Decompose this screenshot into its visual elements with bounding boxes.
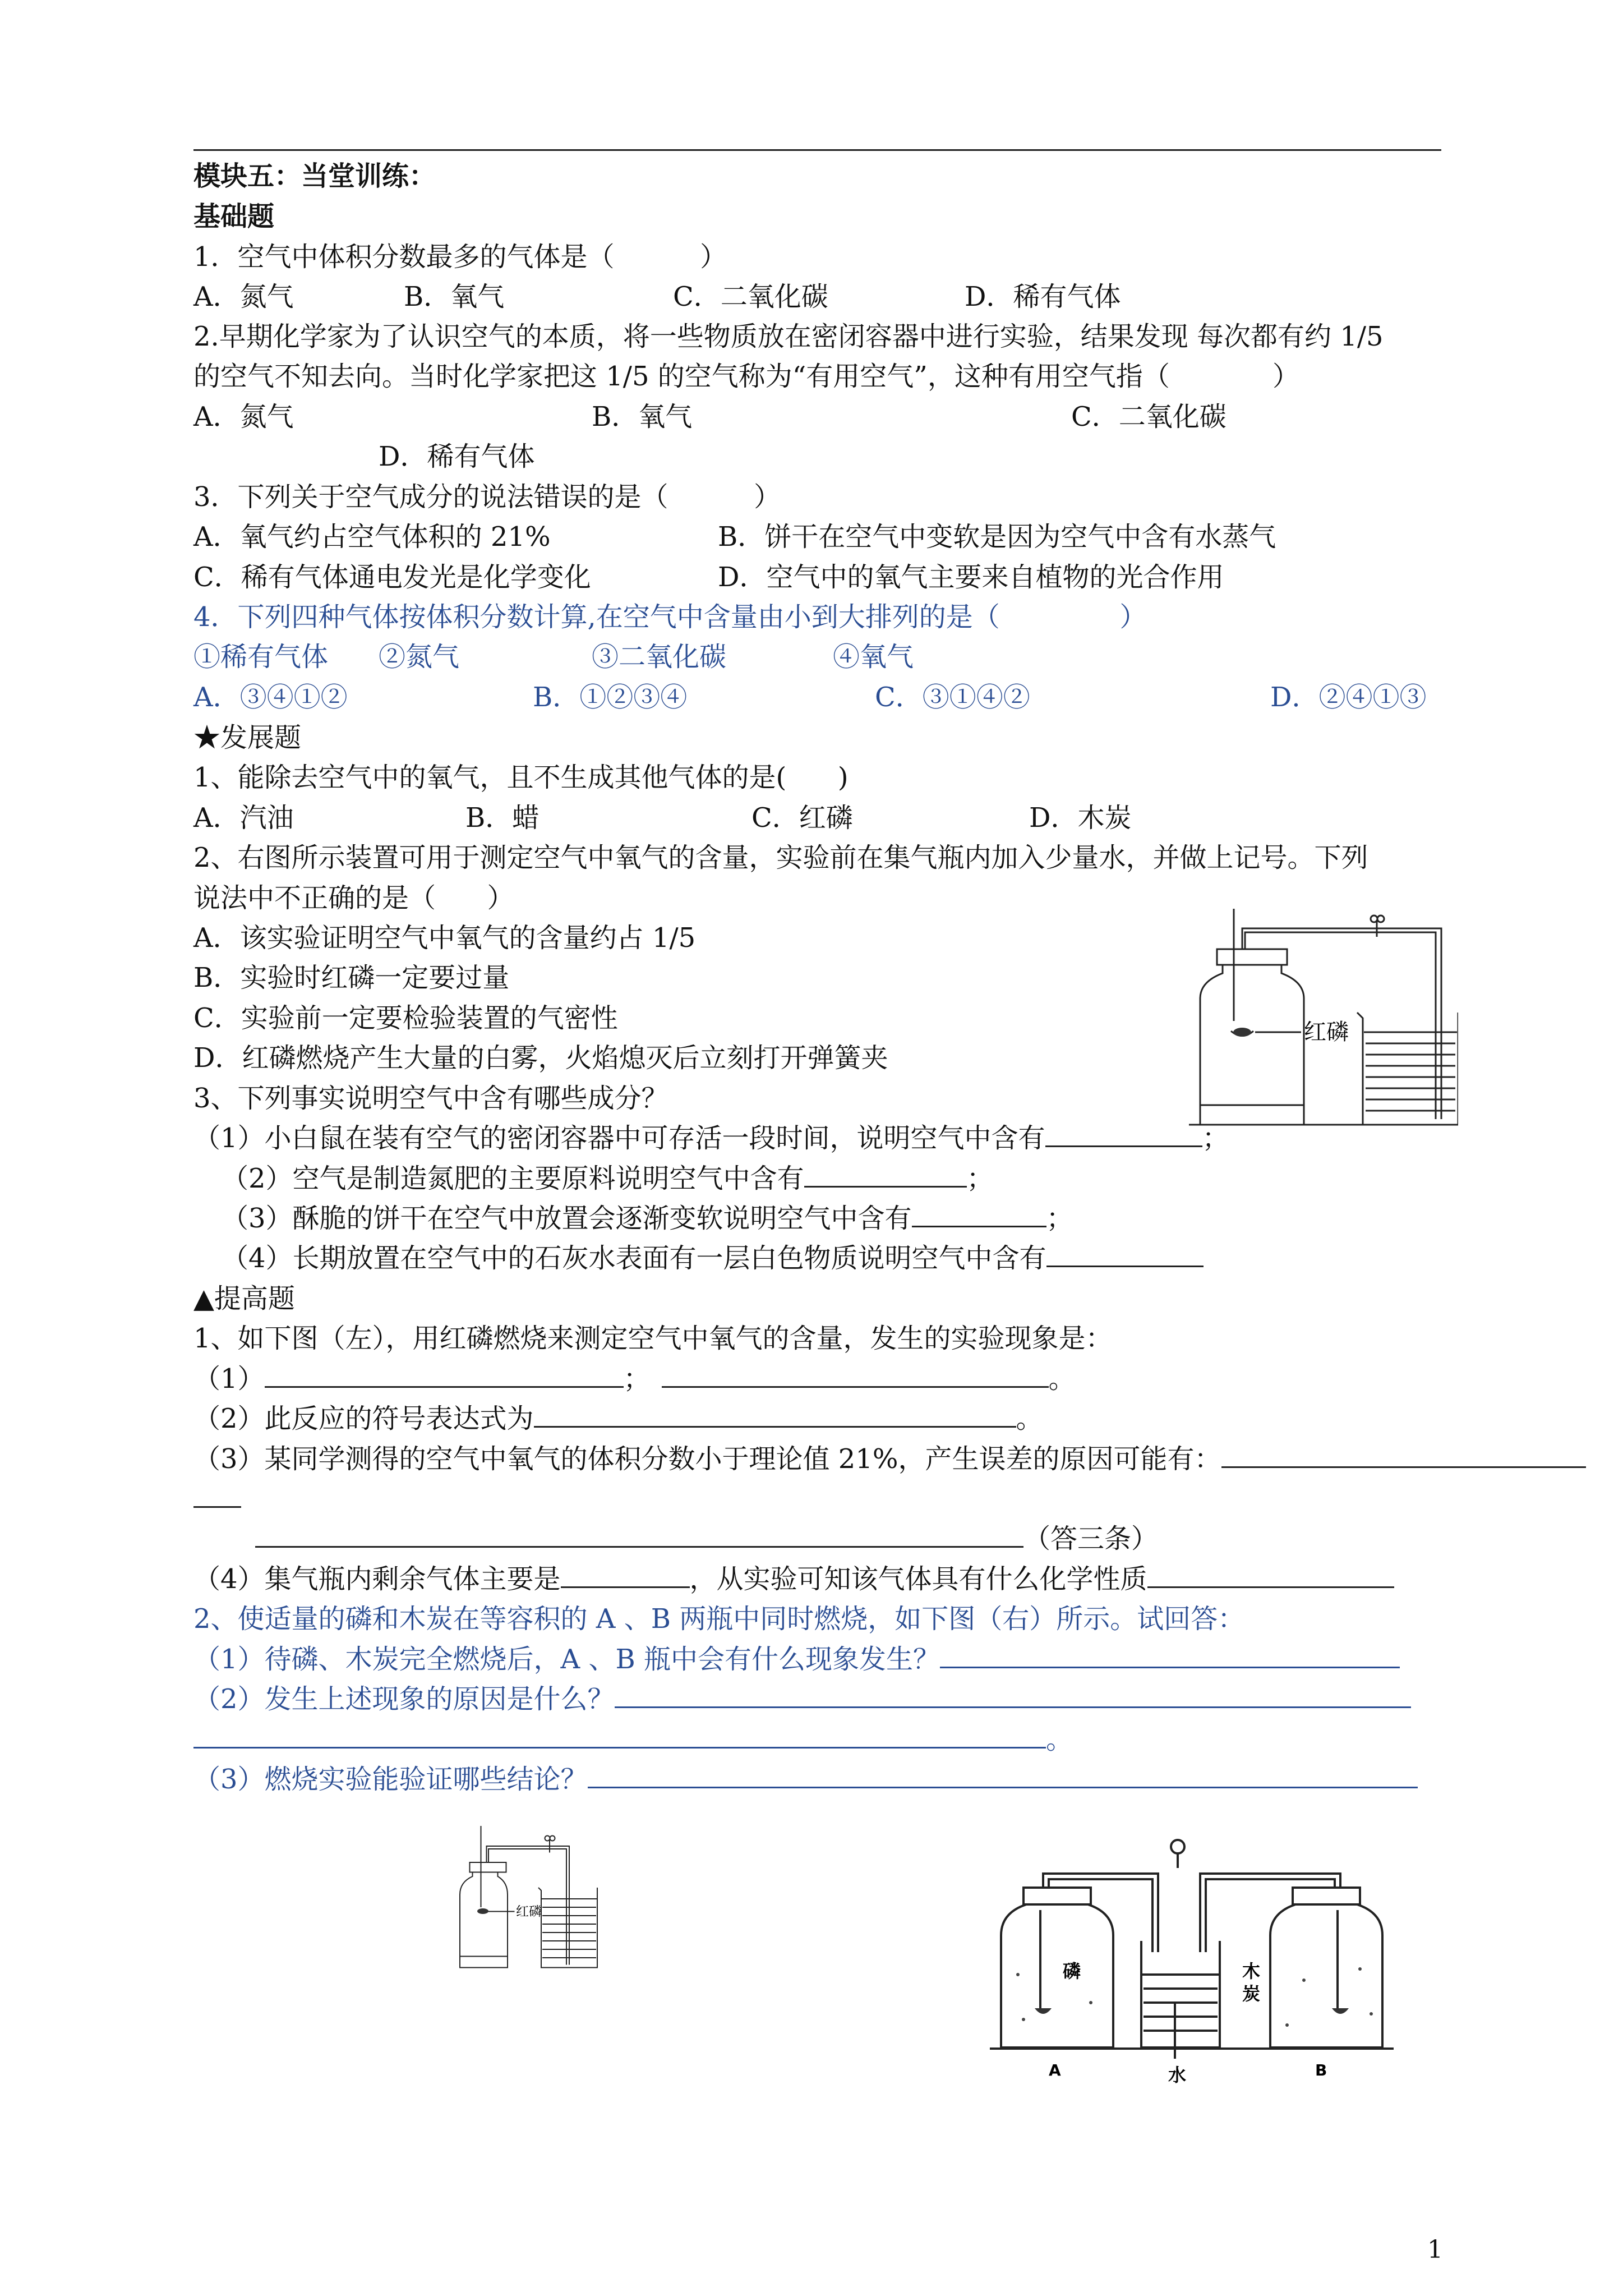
adv-q1-p3-cont	[193, 1481, 241, 1516]
q3-opt-c: C．稀有气体通电发光是化学变化	[193, 562, 591, 593]
small-fig-label: 红磷	[1304, 1019, 1349, 1045]
bottle-a-label: A	[1049, 2061, 1061, 2079]
adv-q2-stem: 2、使适量的磷和木炭在等容积的 A 、B 两瓶中同时燃烧，如下图（右）所示。试回答：	[193, 1603, 1245, 1635]
bottle-b-label: B	[1315, 2061, 1327, 2079]
q1-opt-a: A．氮气	[193, 281, 294, 312]
adv-heading: ▲提高题	[193, 1283, 295, 1314]
adv-q1-p4: （4）集气瓶内剩余气体主要是 ，从实验可知该气体具有什么化学性质	[193, 1562, 1394, 1596]
dev-q1-opt-c: C．红磷	[751, 802, 853, 834]
q4-stem: 4．下列四种气体按体积分数计算,在空气中含量由小到大排列的是（ ）	[193, 601, 1147, 633]
small-apparatus-figure	[1189, 903, 1458, 1128]
q2-stem-2: 的空气不知去向。当时化学家把这 1/5 的空气称为“有用空气”，这种有用空气指（ ）	[193, 361, 1299, 392]
dev-q2-opt-d: D．红磷燃烧产生大量的白雾，火焰熄灭后立刻打开弹簧夹	[193, 1042, 888, 1074]
adv-q2-p1: （1）待磷、木炭完全燃烧后，A 、B 瓶中会有什么现象发生？	[193, 1642, 1400, 1677]
q1-stem: 1．空气中体积分数最多的气体是（ ）	[193, 241, 727, 273]
adv-q2-p2-cont: 。	[193, 1722, 1073, 1757]
dev-q1-opt-a: A．汽油	[193, 802, 294, 834]
adv-q2-p3: （3）燃烧实验能验证哪些结论？	[193, 1762, 1418, 1797]
q4-opt-d: D．②④①③	[1270, 682, 1427, 713]
q2-opt-b: B．氧气	[592, 401, 693, 432]
adv-q1-p3: （3）某同学测得的空气中氧气的体积分数小于理论值 21%，产生误差的原因可能有：	[193, 1442, 1586, 1476]
q1-opt-d: D．稀有气体	[965, 281, 1121, 312]
adv-q1-p1: （1） ； 。	[193, 1363, 1076, 1395]
dev-q2-stem-1: 2、右图所示装置可用于测定空气中氧气的含量，实验前在集气瓶内加入少量水，并做上记号。下列	[193, 842, 1368, 873]
q4-opt-c: C．③①④②	[875, 682, 1030, 713]
adv-q2-p2: （2）发生上述现象的原因是什么？	[193, 1682, 1411, 1717]
q2-stem-1: 2.早期化学家为了认识空气的本质，将一些物质放在密闭容器中进行实验，结果发现 每次都有约 1/5	[193, 321, 1384, 352]
q3-opt-a: A．氧气约占空气体积的 21%	[193, 521, 551, 553]
dev-q3-item-4: （4）长期放置在空气中的石灰水表面有一层白色物质说明空气中含有	[222, 1241, 1204, 1276]
left-apparatus-figure	[370, 1826, 718, 1972]
q4-item-3: ③二氧化碳	[592, 641, 727, 673]
q1-opt-c: C．二氧化碳	[673, 281, 828, 312]
q4-item-1: ①稀有气体	[193, 641, 329, 673]
left-fig-label: 红磷	[516, 1904, 542, 1919]
q2-opt-d: D．稀有气体	[379, 441, 535, 472]
q3-opt-b: B．饼干在空气中变软是因为空气中含有水蒸气	[718, 521, 1276, 553]
adv-q1-stem: 1、如下图（左），用红磷燃烧来测定空气中氧气的含量，发生的实验现象是：	[193, 1323, 1113, 1354]
q4-opt-a: A．③④①②	[193, 682, 348, 713]
dev-q2-opt-b: B．实验时红磷一定要过量	[193, 962, 510, 993]
q3-stem: 3．下列关于空气成分的说法错误的是（ ）	[193, 481, 781, 513]
dev-q1-opt-d: D．木炭	[1029, 802, 1132, 834]
q4-opt-b: B．①②③④	[533, 682, 688, 713]
charcoal-label-1: 木	[1242, 1961, 1261, 1982]
page-number: 1	[1427, 2235, 1443, 2264]
dev-q2-stem-2: 说法中不正确的是（ ）	[193, 882, 514, 914]
q4-item-4: ④氧气	[833, 641, 914, 673]
q2-opt-c: C．二氧化碳	[1071, 401, 1227, 432]
q2-opt-a: A．氮气	[193, 401, 294, 432]
dev-q3-item-1: （1）小白鼠在装有空气的密闭容器中可存活一段时间，说明空气中含有 ；	[193, 1122, 1229, 1154]
top-rule	[193, 149, 1441, 151]
dev-heading: ★发展题	[193, 722, 302, 753]
dev-q3-item-3: （3）酥脆的饼干在空气中放置会逐渐变软说明空气中含有 ；	[222, 1203, 1073, 1234]
right-apparatus-figure	[990, 1834, 1394, 2109]
dev-q3-stem: 3、下列事实说明空气中含有哪些成分？	[193, 1083, 668, 1114]
dev-q2-opt-c: C．实验前一定要检验装置的气密性	[193, 1002, 618, 1034]
dev-q1-stem: 1、能除去空气中的氧气，且不生成其他气体的是( )	[193, 762, 849, 793]
module-title: 模块五：当堂训练：	[193, 160, 436, 192]
dev-q2-opt-a: A．该实验证明空气中氧气的含量约占 1/5	[193, 922, 696, 954]
dev-q3-item-2: （2）空气是制造氮肥的主要原料说明空气中含有 ；	[222, 1163, 994, 1194]
water-label: 水	[1168, 2064, 1187, 2086]
phosphorus-label: 磷	[1063, 1961, 1081, 1982]
q3-opt-d: D．空气中的氧气主要来自植物的光合作用	[718, 562, 1224, 593]
dev-q1-opt-b: B．蜡	[465, 802, 540, 834]
adv-q1-p2: （2）此反应的符号表达式为 。	[193, 1403, 1043, 1434]
charcoal-label-2: 炭	[1242, 1983, 1261, 2004]
q4-item-2: ②氮气	[379, 641, 460, 673]
adv-q1-p3-line: （答三条）	[255, 1521, 1158, 1556]
basic-heading: 基础题	[193, 201, 275, 232]
q1-opt-b: B．氧气	[404, 281, 505, 312]
